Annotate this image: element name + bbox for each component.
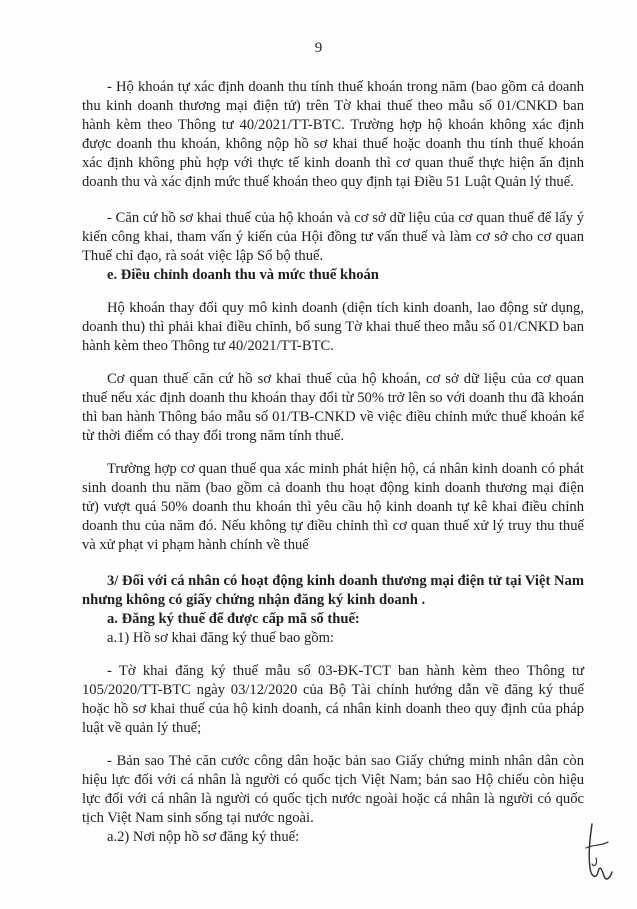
- section-heading-ecommerce: 3/ Đối với cá nhân có hoạt động kinh doanh thương mại điện tử tại Việt Nam nhưng không có giấy chứng nhận đăng ký kinh doanh .: [82, 573, 584, 608]
- document-body: [82, 78, 584, 847]
- paragraph-self-declare-revenue: - Hộ khoán tự xác định doanh thu tính thuế khoán trong năm (bao gồm cả doanh thu kinh doanh thương mại điện tử) trên Tờ khai thuế theo mẫu số 01/CNKD ban hành kèm theo Thông tư 40/2021/TT-BTC. Trường hợp hộ khoán không xác định được doanh thu khoán, không nộp hồ sơ khai thuế hoặc doanh thu tính thuế khoán xác định không phù hợp với thực tế kinh doanh thì cơ quan thuế thực hiện ấn định doanh thu và xác định mức thuế khoán theo quy định tại Điều 51 Luật Quản lý thuế.: [82, 79, 584, 190]
- subsection-a1: a.1) Hồ sơ khai đăng ký thuế bao gồm:: [107, 630, 334, 646]
- paragraph-public-consultation: - Căn cứ hồ sơ khai thuế của hộ khoán và cơ sở dữ liệu của cơ quan thuế để lấy ý kiến công khai, tham vấn ý kiến của Hội đồng tư vấn thuế và làm cơ sở cho cơ quan Thuế chỉ đạo, rà soát việc lập Sổ bộ thuế.: [82, 210, 584, 264]
- signature-mark: [578, 818, 618, 896]
- subsection-a2: a.2) Nơi nộp hồ sơ đăng ký thuế:: [107, 829, 300, 845]
- paragraph-tax-authority-adjust: Cơ quan thuế căn cứ hồ sơ khai thuế của hộ khoán, cơ sở dữ liệu của cơ quan thuế nếu xác định doanh thu khoán thay đổi từ 50% trở lên so với doanh thu đã khoán thì ban hành Thông báo mẫu số 01/TB-CNKD về việc điều chỉnh mức thuế khoán kể từ thời điểm có thay đổi trong năm tính thuế.: [82, 371, 584, 444]
- paragraph-verification-case: Trường hợp cơ quan thuế qua xác minh phát hiện hộ, cá nhân kinh doanh có phát sinh doanh thu năm (bao gồm cả doanh thu hoạt động kinh doanh thương mại điện tử) vượt quá 50% doanh thu khoán thì yêu cầu hộ kinh doanh tự kê khai điều chỉnh doanh thu của năm đó. Nếu không tự điều chỉnh thì cơ quan thuế xử lý truy thu thuế và xử phạt vi phạm hành chính về thuế: [82, 461, 584, 553]
- subsection-heading-tax-registration: a. Đăng ký thuế để được cấp mã số thuế:: [107, 611, 360, 627]
- page-number: 9: [314, 40, 323, 56]
- handwritten-signature: [578, 818, 618, 896]
- section-heading-adjustment: e. Điều chỉnh doanh thu và mức thuế khoán: [107, 267, 379, 283]
- paragraph-registration-form: - Tờ khai đăng ký thuế mẫu số 03-ĐK-TCT ban hành kèm theo Thông tư 105/2020/TT-BTC ngày 03/12/2020 của Bộ Tài chính hướng dẫn về đăng ký thuế hoặc hồ sơ khai thuế của hộ kinh doanh, cá nhân kinh doanh theo quy định của pháp luật về quản lý thuế;: [82, 663, 584, 736]
- paragraph-scale-change: Hộ khoán thay đổi quy mô kinh doanh (diện tích kinh doanh, lao động sử dụng, doanh thu) thì phải khai điều chỉnh, bổ sung Tờ khai thuế theo mẫu số 01/CNKD ban hành kèm theo Thông tư 40/2021/TT-BTC.: [82, 300, 584, 354]
- paragraph-id-copy: - Bản sao Thẻ căn cước công dân hoặc bản sao Giấy chứng minh nhân dân còn hiệu lực đối với cá nhân là người có quốc tịch Việt Nam; bản sao Hộ chiếu còn hiệu lực đối với cá nhân là người có quốc tịch nước ngoài hoặc cá nhân là người có quốc tịch Việt Nam sinh sống tại nước ngoài.: [82, 753, 584, 826]
